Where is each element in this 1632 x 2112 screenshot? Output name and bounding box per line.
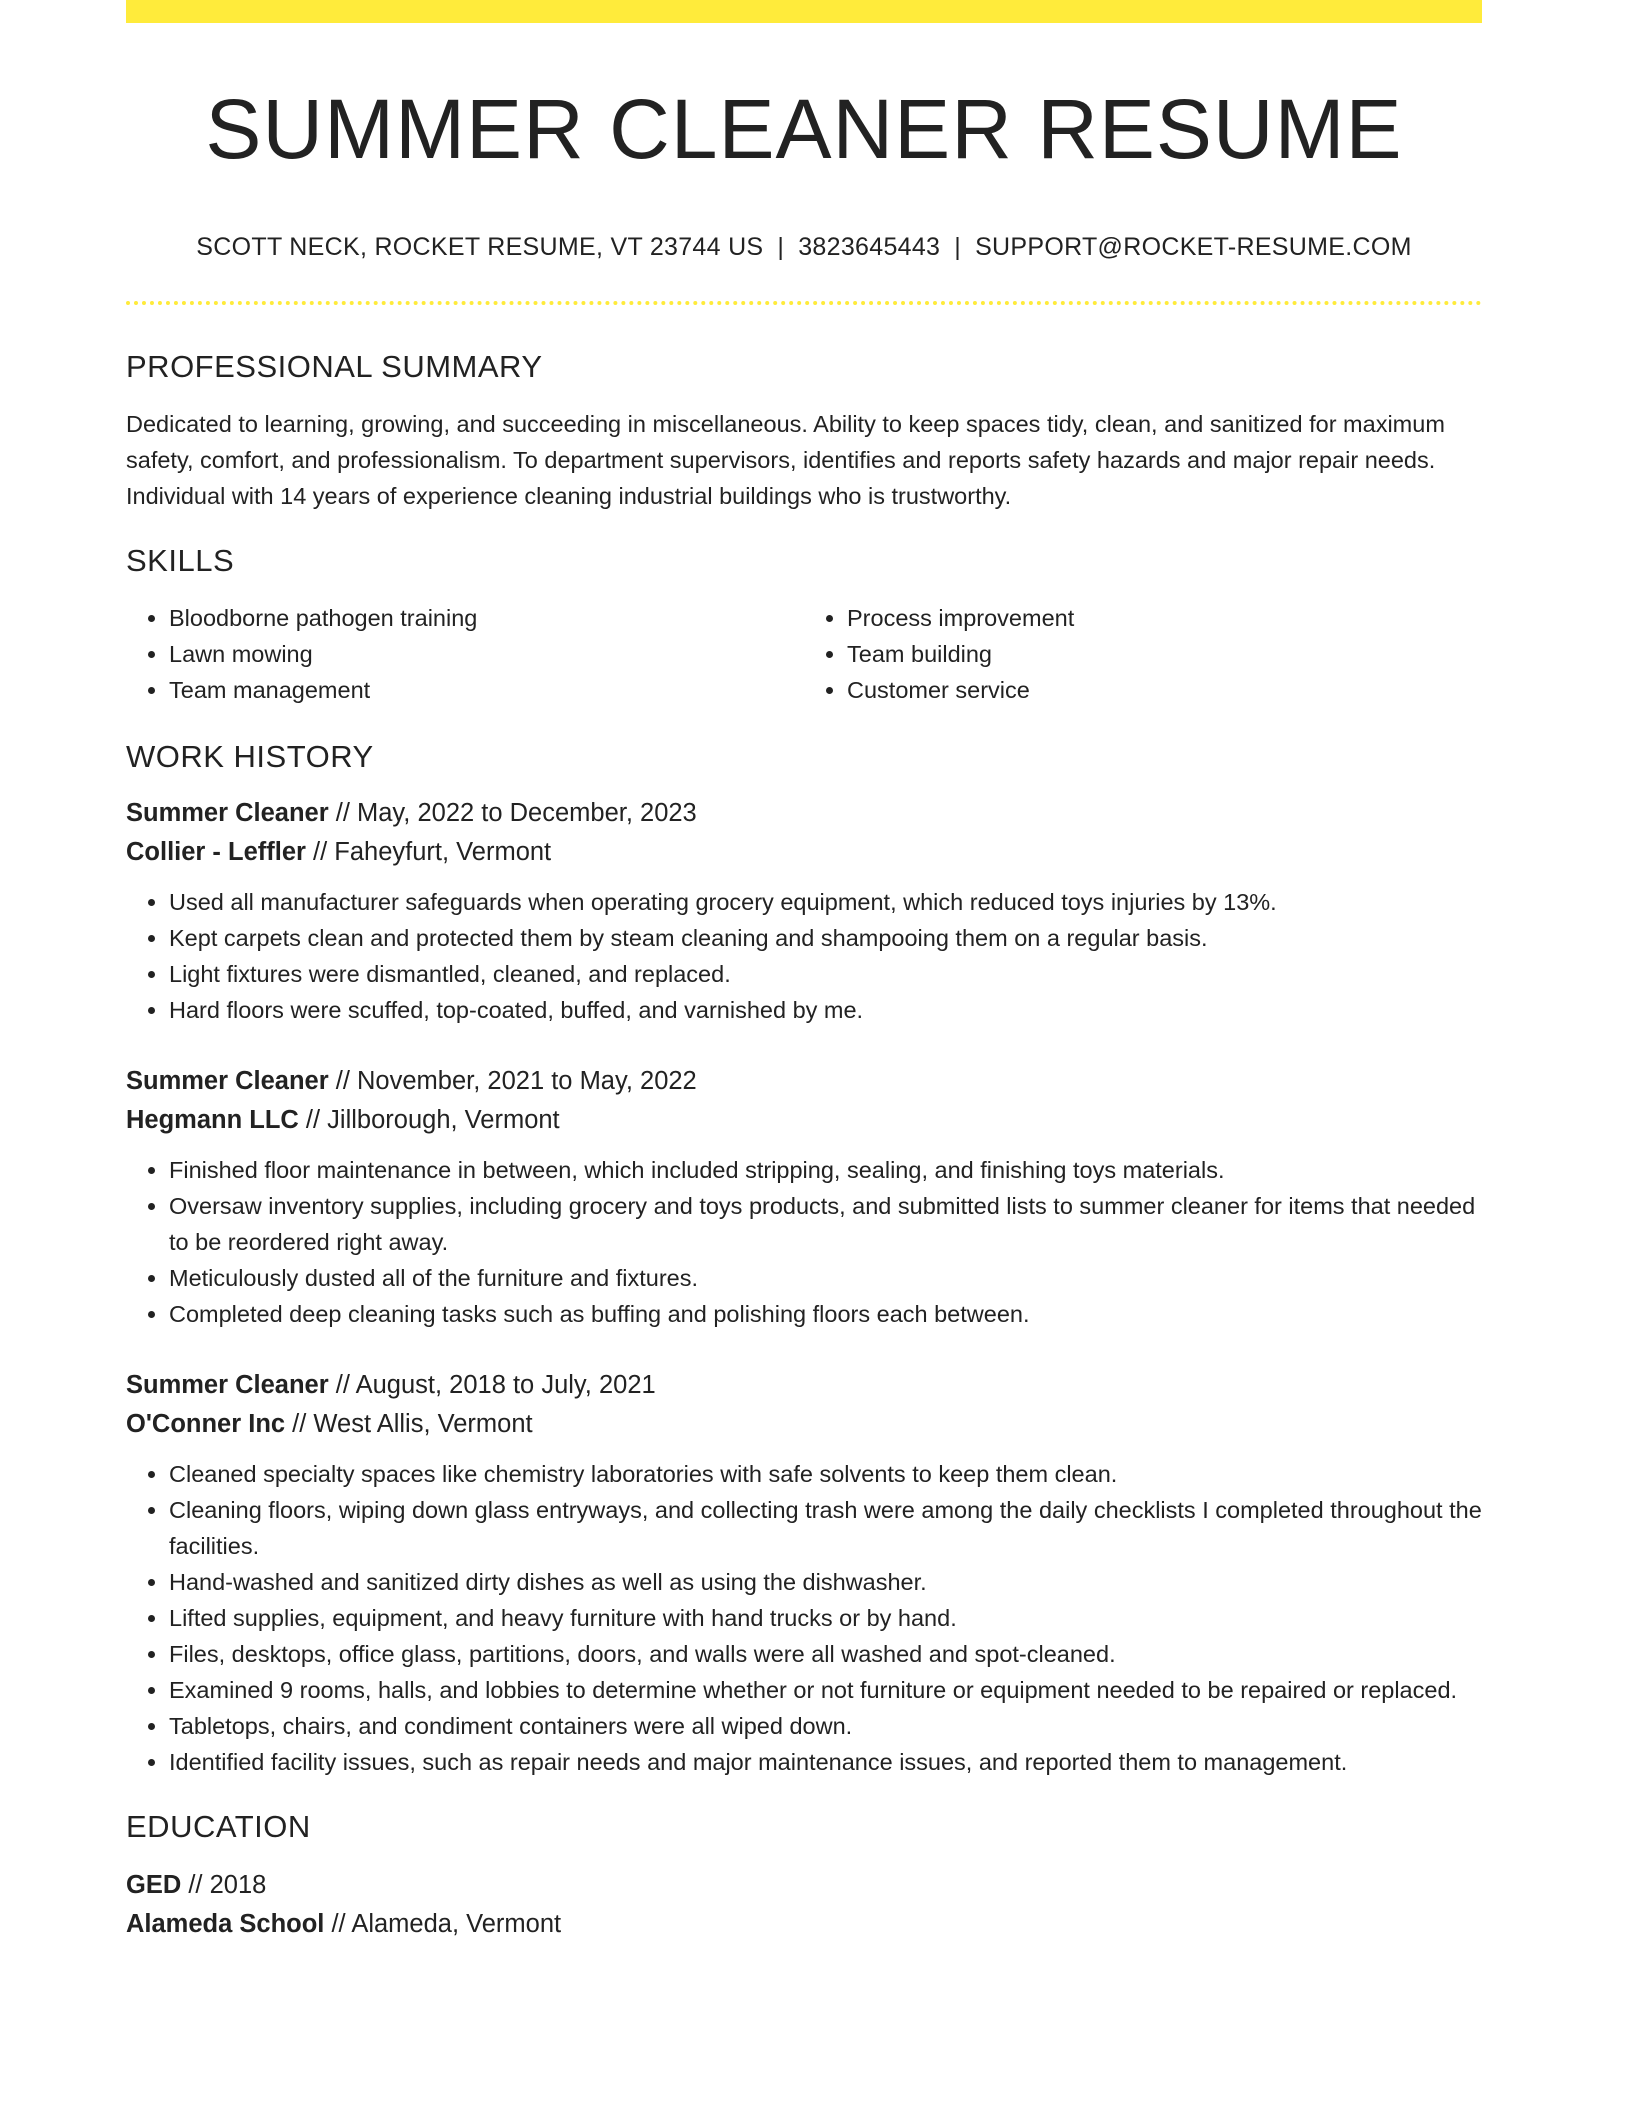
job-bullet: • Lifted supplies, equipment, and heavy furniture with hand trucks or by hand. xyxy=(169,1600,1482,1636)
job-bullet: • Hard floors were scuffed, top-coated, buffed, and varnished by me. xyxy=(169,992,1482,1028)
job-entry xyxy=(126,1062,1482,1332)
resume-title: SUMMER CLEANER RESUME xyxy=(205,82,1403,176)
education-school: Alameda School xyxy=(126,1910,325,1938)
job-company: O'Conner Inc xyxy=(126,1410,286,1438)
education-school-line xyxy=(126,1905,1482,1944)
job-bullet: • Finished floor maintenance in between, which included stripping, sealing, and finishing toys materials. xyxy=(169,1152,1482,1188)
job-title: Summer Cleaner xyxy=(126,799,329,827)
skill-item: • Team management xyxy=(169,672,804,708)
summary-text: Dedicated to learning, growing, and succeeding in miscellaneous. Ability to keep spaces tidy, clean, and sanitized for maximum safety, comfort, and professionalism. To department supervisors, identifies and reports safety hazards and major repair needs. Individual with 14 years of experience cleaning industrial buildings who is trustworthy. xyxy=(126,411,1445,509)
job-bullet: • Light fixtures were dismantled, cleaned, and replaced. xyxy=(169,956,1482,992)
education-entry xyxy=(126,1866,1482,1944)
job-bullets xyxy=(126,1152,1482,1332)
skills-column-right xyxy=(804,600,1482,708)
contact-separator: | xyxy=(777,233,785,261)
job-bullets xyxy=(126,884,1482,1028)
job-bullet: • Oversaw inventory supplies, including grocery and toys products, and submitted lists to summer cleaner for items that needed to be reordered right away. xyxy=(169,1188,1482,1260)
job-title: Summer Cleaner xyxy=(126,1067,329,1095)
job-location: // Faheyfurt, Vermont xyxy=(305,838,552,866)
skill-item: • Bloodborne pathogen training xyxy=(169,600,804,636)
contact-line xyxy=(126,231,1482,263)
skill-item: • Customer service xyxy=(847,672,1482,708)
job-entry xyxy=(126,1366,1482,1780)
contact-address: SCOTT NECK, ROCKET RESUME, VT 23744 US xyxy=(196,233,764,261)
education-location: // Alameda, Vermont xyxy=(324,1910,562,1938)
job-bullet: • Cleaning floors, wiping down glass entryways, and collecting trash were among the daily checklists I completed throughout the facilities. xyxy=(169,1492,1482,1564)
job-bullet: • Cleaned specialty spaces like chemistry laboratories with safe solvents to keep them clean. xyxy=(169,1456,1482,1492)
job-company-line xyxy=(126,1405,1482,1444)
contact-separator: | xyxy=(954,233,962,261)
job-bullet: • Meticulously dusted all of the furniture and fixtures. xyxy=(169,1260,1482,1296)
job-title-line xyxy=(126,1366,1482,1405)
education-degree: GED xyxy=(126,1871,182,1899)
job-location: // Jillborough, Vermont xyxy=(298,1106,560,1134)
job-title-line xyxy=(126,1062,1482,1101)
job-title: Summer Cleaner xyxy=(126,1371,329,1399)
skill-item: • Team building xyxy=(847,636,1482,672)
job-bullet: • Identified facility issues, such as repair needs and major maintenance issues, and reported them to management. xyxy=(169,1744,1482,1780)
job-bullet: • Completed deep cleaning tasks such as buffing and polishing floors each between. xyxy=(169,1296,1482,1332)
job-dates: // November, 2021 to May, 2022 xyxy=(328,1067,697,1095)
skills-list xyxy=(126,600,1482,708)
contact-email: SUPPORT@ROCKET-RESUME.COM xyxy=(975,233,1412,261)
education-degree-line xyxy=(126,1866,1482,1905)
section-heading-skills: SKILLS xyxy=(126,543,235,578)
job-dates: // May, 2022 to December, 2023 xyxy=(328,799,697,827)
job-company-line xyxy=(126,833,1482,872)
job-bullet: • Kept carpets clean and protected them by steam cleaning and shampooing them on a regular basis. xyxy=(169,920,1482,956)
job-company: Hegmann LLC xyxy=(126,1106,299,1134)
education-year: // 2018 xyxy=(181,1871,267,1899)
resume-content xyxy=(126,23,1482,1944)
job-bullet: • Files, desktops, office glass, partitions, doors, and walls were all washed and spot-cleaned. xyxy=(169,1636,1482,1672)
skill-item: • Process improvement xyxy=(847,600,1482,636)
dotted-divider xyxy=(126,301,1482,305)
job-entry xyxy=(126,794,1482,1028)
job-bullets xyxy=(126,1456,1482,1780)
section-heading-summary: PROFESSIONAL SUMMARY xyxy=(126,349,543,384)
contact-phone: 3823645443 xyxy=(798,233,941,261)
skills-column-left xyxy=(126,600,804,708)
job-company: Collier - Leffler xyxy=(126,838,306,866)
job-bullet: • Tabletops, chairs, and condiment containers were all wiped down. xyxy=(169,1708,1482,1744)
job-bullet: • Hand-washed and sanitized dirty dishes as well as using the dishwasher. xyxy=(169,1564,1482,1600)
job-title-line xyxy=(126,794,1482,833)
section-heading-education: EDUCATION xyxy=(126,1809,311,1844)
job-location: // West Allis, Vermont xyxy=(285,1410,533,1438)
job-company-line xyxy=(126,1101,1482,1140)
job-dates: // August, 2018 to July, 2021 xyxy=(328,1371,656,1399)
section-heading-work-history: WORK HISTORY xyxy=(126,739,374,774)
skill-item: • Lawn mowing xyxy=(169,636,804,672)
job-bullet: • Examined 9 rooms, halls, and lobbies to determine whether or not furniture or equipment needed to be repaired or replaced. xyxy=(169,1672,1482,1708)
top-accent-bar xyxy=(126,0,1482,23)
job-bullet: • Used all manufacturer safeguards when operating grocery equipment, which reduced toys injuries by 13%. xyxy=(169,884,1482,920)
